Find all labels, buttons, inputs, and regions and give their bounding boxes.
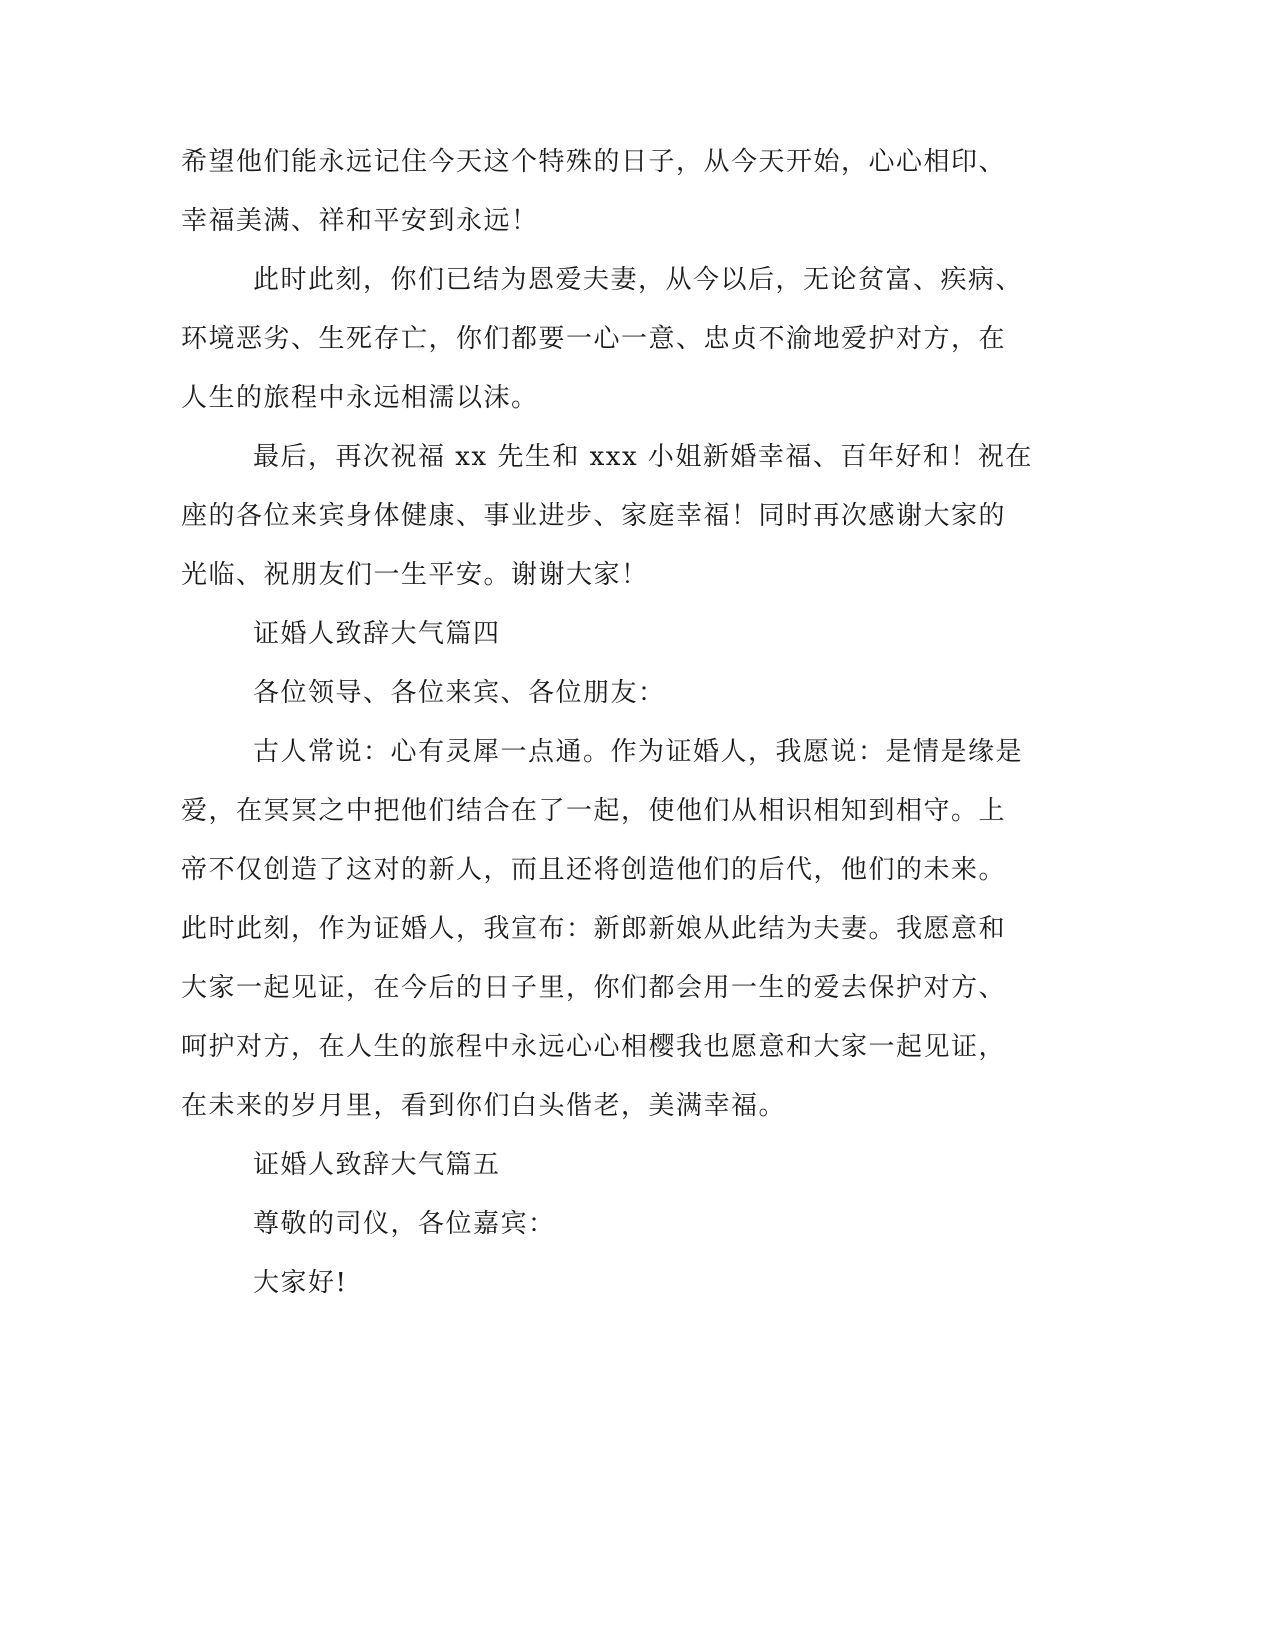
paragraph-vows xyxy=(181,251,1041,428)
salutation-5 xyxy=(181,1195,1041,1254)
document-body xyxy=(181,133,1041,1313)
text-line: 各位领导、各位来宾、各位朋友： xyxy=(253,678,666,708)
text-line: 座的各位来宾身体健康、事业进步、家庭幸福！同时再次感谢大家的 xyxy=(181,501,1007,531)
paragraph-speech-4 xyxy=(181,723,1041,1136)
text-line: 大家一起见证，在今后的日子里，你们都会用一生的爱去保护对方、 xyxy=(181,973,1007,1003)
section-heading-5 xyxy=(181,1136,1041,1195)
text-line: 在未来的岁月里，看到你们白头偕老，美满幸福。 xyxy=(181,1091,787,1121)
text-line: 爱，在冥冥之中把他们结合在了一起，使他们从相识相知到相守。上 xyxy=(181,796,1007,826)
text-line: 幸福美满、祥和平安到永远！ xyxy=(181,206,539,236)
paragraph-final-blessing xyxy=(181,428,1041,605)
text-line: 希望他们能永远记住今天这个特殊的日子，从今天开始，心心相印、 xyxy=(181,147,1007,177)
text-line: 最后，再次祝福 xx 先生和 xxx 小姐新婚幸福、百年好和！祝在 xyxy=(253,442,1033,472)
text-line: 呵护对方，在人生的旅程中永远心心相樱我也愿意和大家一起见证， xyxy=(181,1032,1007,1062)
heading-text: 证婚人致辞大气篇四 xyxy=(253,619,501,649)
text-line: 此时此刻，你们已结为恩爱夫妻，从今以后，无论贫富、疾病、 xyxy=(253,265,1024,295)
heading-text: 证婚人致辞大气篇五 xyxy=(253,1150,501,1180)
section-heading-4 xyxy=(181,605,1041,664)
salutation-4 xyxy=(181,664,1041,723)
text-line: 古人常说：心有灵犀一点通。作为证婚人，我愿说：是情是缘是 xyxy=(253,737,1024,767)
greeting-5 xyxy=(181,1254,1041,1313)
text-line: 人生的旅程中永远相濡以沫。 xyxy=(181,383,539,413)
text-line: 光临、祝朋友们一生平安。谢谢大家！ xyxy=(181,560,649,590)
text-line: 大家好! xyxy=(253,1268,348,1298)
text-line: 帝不仅创造了这对的新人，而且还将创造他们的后代，他们的未来。 xyxy=(181,855,1007,885)
paragraph-closing-wish xyxy=(181,133,1041,251)
text-line: 此时此刻，作为证婚人，我宣布：新郎新娘从此结为夫妻。我愿意和 xyxy=(181,914,1007,944)
text-line: 环境恶劣、生死存亡，你们都要一心一意、忠贞不渝地爱护对方，在 xyxy=(181,324,1007,354)
text-line: 尊敬的司仪，各位嘉宾： xyxy=(253,1209,556,1239)
